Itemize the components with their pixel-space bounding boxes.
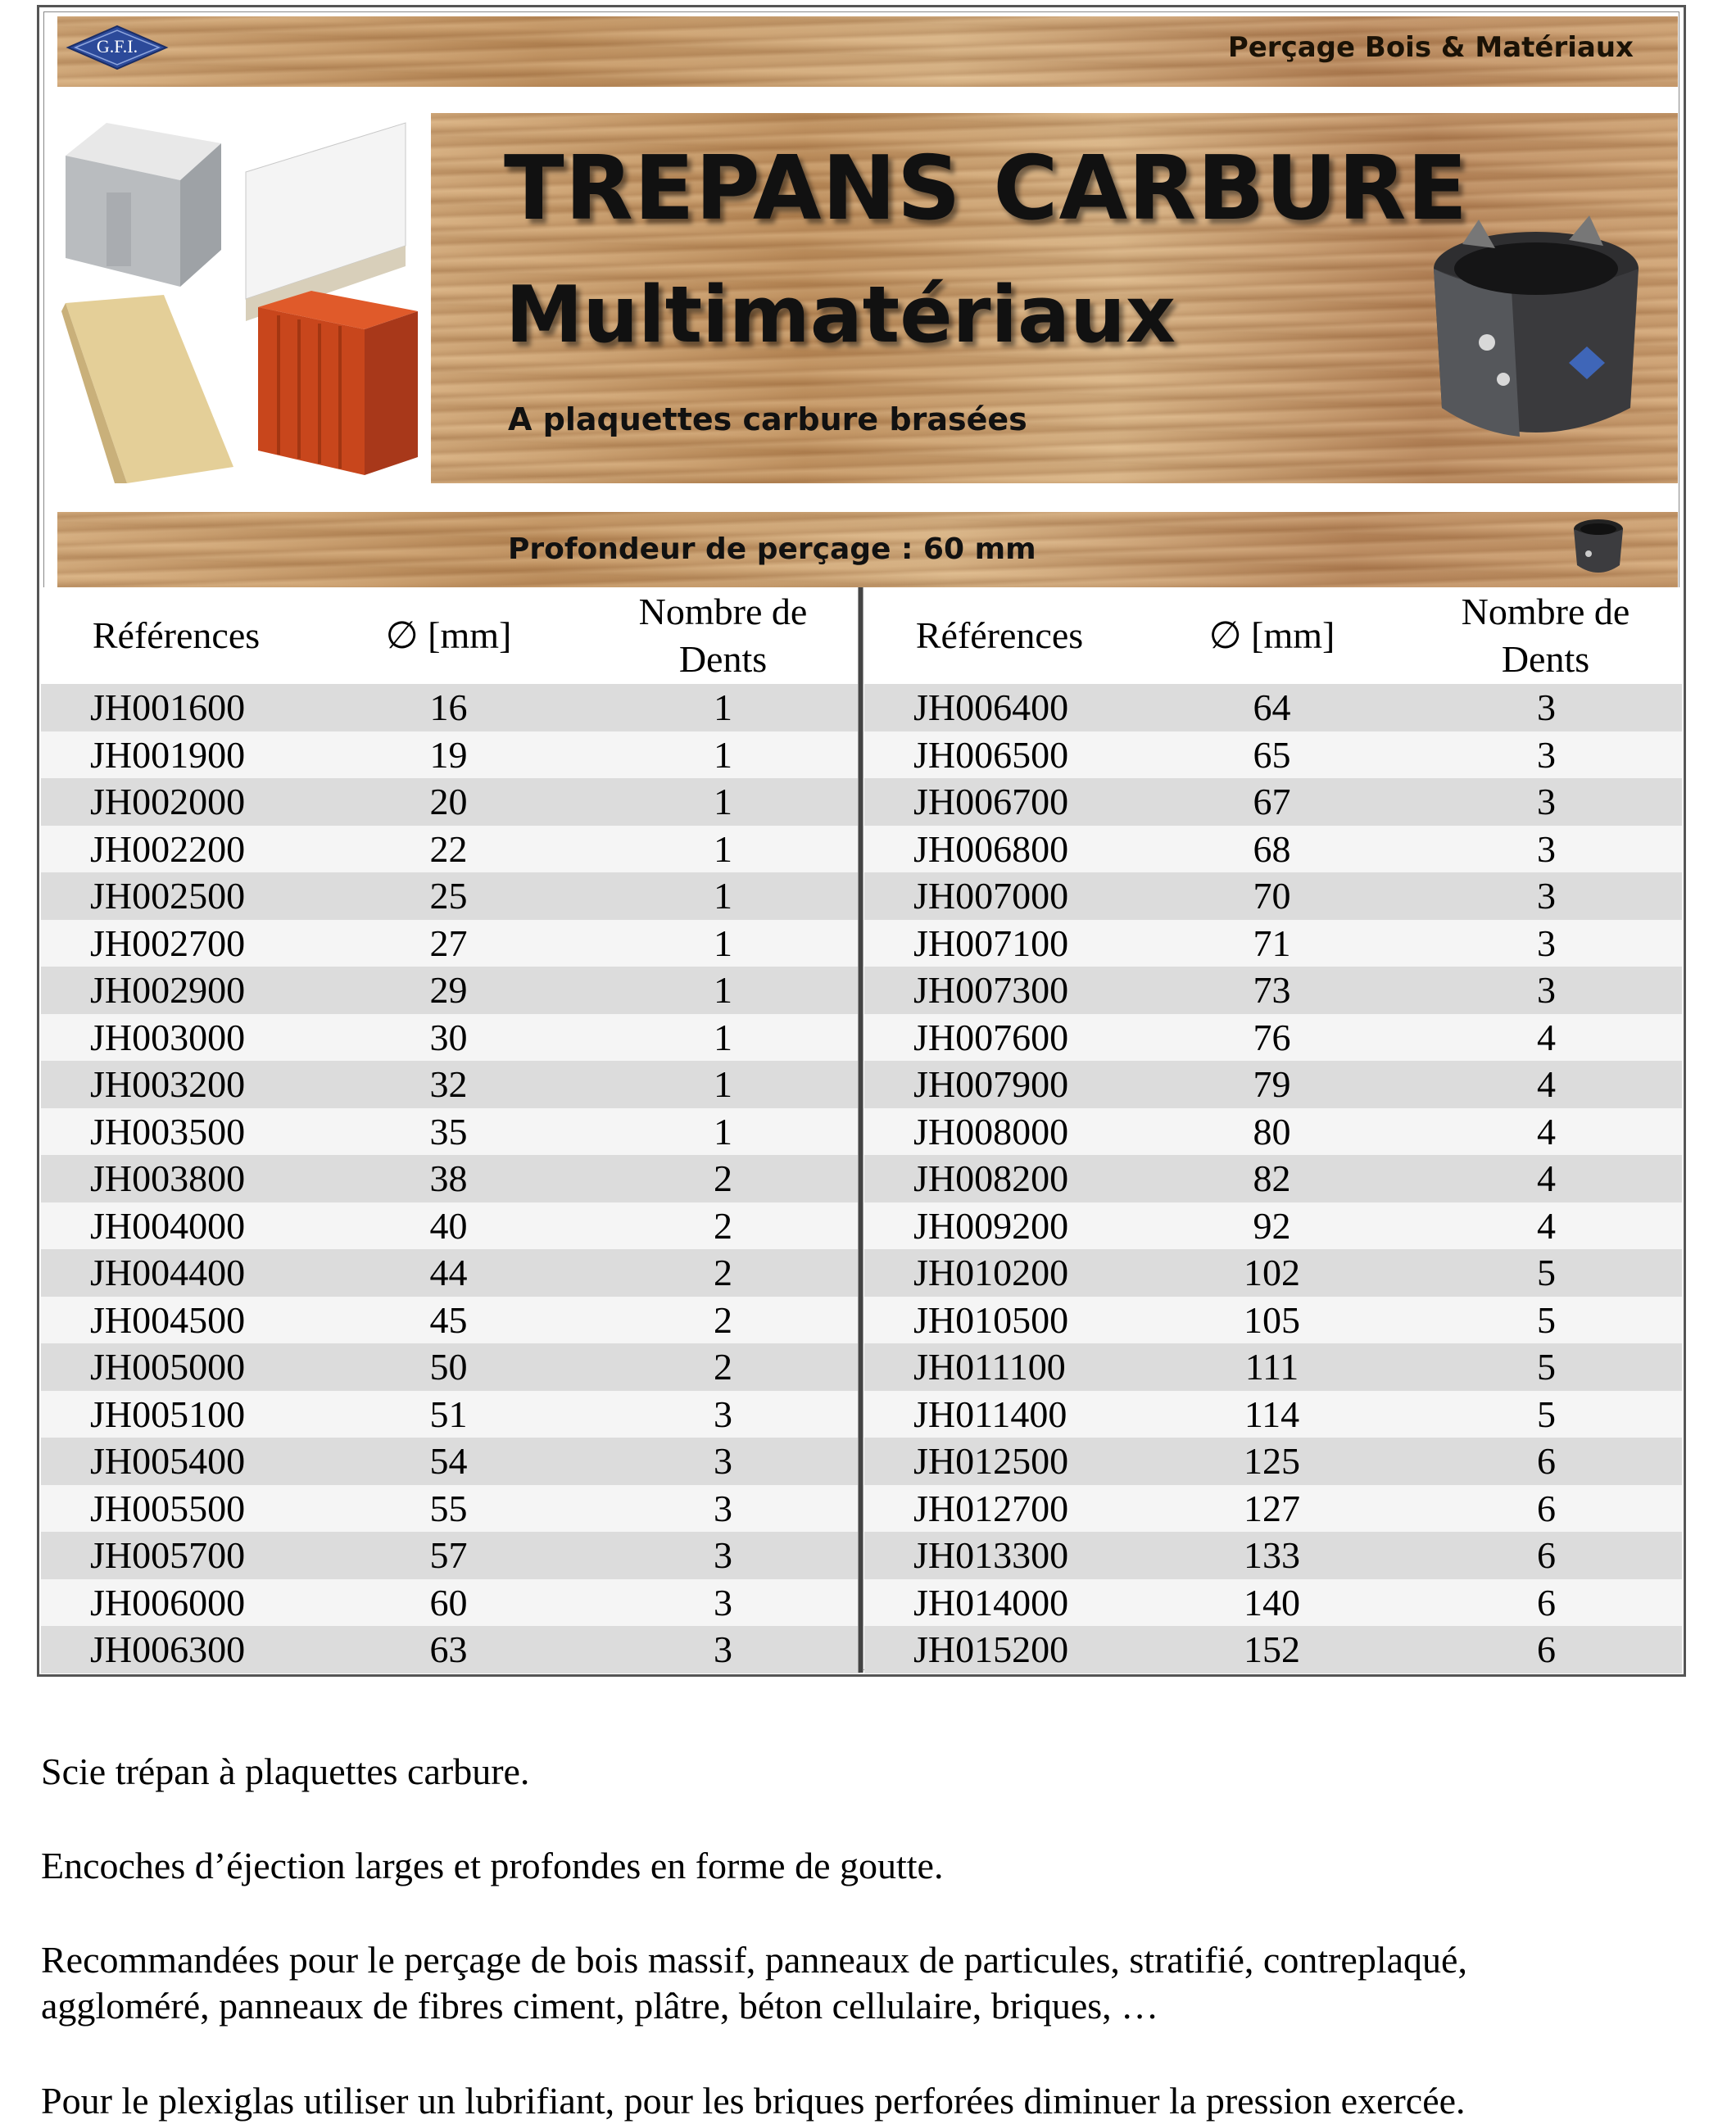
teeth-count-cell: 3 — [1537, 733, 1556, 776]
table-row — [41, 1532, 860, 1579]
table-row — [864, 967, 1682, 1014]
reference-cell: JH010500 — [913, 1298, 1069, 1341]
reference-cell: JH014000 — [913, 1581, 1069, 1624]
reference-cell: JH006000 — [90, 1581, 246, 1624]
reference-cell: JH005500 — [90, 1487, 246, 1529]
reference-cell: JH002700 — [90, 922, 246, 964]
reference-cell: JH005400 — [90, 1440, 246, 1482]
table-row — [864, 684, 1682, 731]
teeth-count-cell: 4 — [1537, 1157, 1556, 1199]
hero-tagline: A plaquettes carbure brasées — [508, 401, 1027, 437]
small-hole-saw-icon — [1569, 514, 1628, 582]
header-teeth-line2: Dents — [1501, 638, 1590, 680]
table-row — [864, 778, 1682, 826]
diameter-cell: 25 — [429, 875, 468, 917]
reference-cell: JH002500 — [90, 875, 246, 917]
column-divider — [858, 587, 863, 1673]
reference-cell: JH011400 — [913, 1393, 1067, 1435]
reference-cell: JH002000 — [90, 781, 246, 822]
header-teeth-line2: Dents — [678, 638, 768, 680]
teeth-count-cell: 5 — [1537, 1252, 1556, 1293]
reference-cell: JH010200 — [913, 1252, 1069, 1293]
diameter-cell: 111 — [1244, 1346, 1299, 1388]
table-row — [41, 1343, 860, 1391]
table-row — [41, 1014, 860, 1062]
table-row — [41, 1249, 860, 1297]
table-row — [864, 731, 1682, 779]
table-row — [864, 1249, 1682, 1297]
header-references: Références — [915, 614, 1084, 656]
header-teeth-line1: Nombre de — [638, 591, 808, 632]
teeth-count-cell: 1 — [714, 1063, 732, 1105]
teeth-count-cell: 2 — [714, 1204, 732, 1247]
teeth-count-cell: 3 — [714, 1628, 732, 1670]
table-row — [864, 1108, 1682, 1156]
reference-cell: JH004000 — [90, 1204, 246, 1247]
reference-cell: JH012500 — [913, 1440, 1069, 1482]
diameter-cell: 70 — [1253, 875, 1291, 917]
teeth-count-cell: 3 — [1537, 922, 1556, 964]
reference-cell: JH013300 — [913, 1534, 1069, 1576]
diameter-cell: 67 — [1253, 781, 1291, 822]
teeth-count-cell: 1 — [714, 1110, 732, 1153]
teeth-count-cell: 6 — [1537, 1487, 1556, 1529]
diameter-cell: 73 — [1253, 969, 1291, 1011]
reference-cell: JH002900 — [90, 969, 246, 1011]
diameter-cell: 64 — [1253, 686, 1291, 728]
table-body-left — [41, 684, 860, 1673]
table-row — [41, 1579, 860, 1627]
table-row — [41, 920, 860, 967]
logo-text: G.F.I. — [96, 36, 138, 57]
table-row — [41, 1626, 860, 1673]
diameter-cell: 27 — [429, 922, 468, 964]
description-paragraph-2: Encoches d’éjection larges et profondes en forme de goutte. — [41, 1845, 944, 1886]
diameter-cell: 63 — [429, 1628, 468, 1670]
table-header — [41, 587, 860, 684]
diameter-cell: 57 — [429, 1534, 468, 1576]
reference-table-right — [864, 587, 1682, 1673]
header-references: Références — [92, 614, 261, 656]
teeth-count-cell: 1 — [714, 969, 732, 1011]
diameter-cell: 152 — [1244, 1628, 1300, 1670]
diameter-cell: 125 — [1244, 1440, 1300, 1482]
table-row — [864, 1391, 1682, 1438]
reference-cell: JH006700 — [913, 781, 1069, 822]
diameter-cell: 105 — [1244, 1298, 1300, 1341]
diameter-cell: 76 — [1253, 1016, 1291, 1058]
table-row — [864, 1579, 1682, 1627]
description-paragraph-1: Scie trépan à plaquettes carbure. — [41, 1750, 530, 1792]
diameter-cell: 16 — [429, 686, 468, 728]
teeth-count-cell: 3 — [714, 1440, 732, 1482]
teeth-count-cell: 2 — [714, 1346, 732, 1388]
teeth-count-cell: 6 — [1537, 1581, 1556, 1624]
reference-cell: JH006300 — [90, 1628, 246, 1670]
reference-cell: JH012700 — [913, 1487, 1069, 1529]
table-row — [41, 684, 860, 731]
teeth-count-cell: 1 — [714, 1016, 732, 1058]
table-body-right — [864, 684, 1682, 1673]
diameter-cell: 45 — [429, 1298, 468, 1341]
teeth-count-cell: 3 — [1537, 875, 1556, 917]
diameter-cell: 35 — [429, 1110, 468, 1153]
table-row — [41, 1391, 860, 1438]
reference-cell: JH008000 — [913, 1110, 1069, 1153]
reference-cell: JH003200 — [90, 1063, 246, 1105]
teeth-count-cell: 5 — [1537, 1393, 1556, 1435]
reference-cell: JH007000 — [913, 875, 1069, 917]
reference-cell: JH003800 — [90, 1157, 246, 1199]
reference-cell: JH006800 — [913, 827, 1069, 870]
reference-cell: JH005700 — [90, 1534, 246, 1576]
header-diameter: ∅ [mm] — [385, 614, 512, 656]
table-header — [864, 587, 1682, 684]
table-row — [41, 826, 860, 873]
diameter-cell: 19 — [429, 733, 468, 776]
teeth-count-cell: 1 — [714, 733, 732, 776]
teeth-count-cell: 3 — [714, 1487, 732, 1529]
diameter-cell: 20 — [429, 781, 468, 822]
table-row — [864, 1297, 1682, 1344]
diameter-cell: 92 — [1253, 1204, 1291, 1247]
reference-cell: JH001900 — [90, 733, 246, 776]
table-row — [864, 1343, 1682, 1391]
teeth-count-cell: 4 — [1537, 1110, 1556, 1153]
diameter-cell: 140 — [1244, 1581, 1300, 1624]
diameter-cell: 29 — [429, 969, 468, 1011]
table-row — [864, 1485, 1682, 1533]
diameter-cell: 133 — [1244, 1534, 1300, 1576]
reference-cell: JH003000 — [90, 1016, 246, 1058]
table-row — [864, 920, 1682, 967]
teeth-count-cell: 2 — [714, 1157, 732, 1199]
description-paragraph-3a: Recommandées pour le perçage de bois massif, panneaux de particules, stratifié, contreplaqué, — [41, 1939, 1467, 1981]
section-title: Perçage Bois & Matériaux — [1227, 31, 1634, 64]
table-row — [41, 778, 860, 826]
table-row — [41, 1297, 860, 1344]
teeth-count-cell: 1 — [714, 875, 732, 917]
drilling-depth-label: Profondeur de perçage : 60 mm — [508, 532, 1036, 566]
teeth-count-cell: 3 — [714, 1581, 732, 1624]
reference-cell: JH001600 — [90, 686, 246, 728]
teeth-count-cell: 1 — [714, 922, 732, 964]
diameter-cell: 50 — [429, 1346, 468, 1388]
table-row — [41, 967, 860, 1014]
diameter-cell: 38 — [429, 1157, 468, 1199]
teeth-count-cell: 1 — [714, 781, 732, 822]
teeth-count-cell: 5 — [1537, 1346, 1556, 1388]
reference-cell: JH004500 — [90, 1298, 246, 1341]
reference-cell: JH009200 — [913, 1204, 1069, 1247]
teeth-count-cell: 6 — [1537, 1628, 1556, 1670]
diameter-cell: 32 — [429, 1063, 468, 1105]
teeth-count-cell: 5 — [1537, 1298, 1556, 1341]
diameter-cell: 71 — [1253, 922, 1291, 964]
diameter-cell: 22 — [429, 827, 468, 870]
teeth-count-cell: 6 — [1537, 1440, 1556, 1482]
diameter-cell: 51 — [429, 1393, 468, 1435]
reference-cell: JH003500 — [90, 1110, 246, 1153]
table-row — [41, 1061, 860, 1108]
teeth-count-cell: 3 — [1537, 827, 1556, 870]
reference-cell: JH007600 — [913, 1016, 1069, 1058]
table-row — [41, 731, 860, 779]
teeth-count-cell: 4 — [1537, 1063, 1556, 1105]
diameter-cell: 40 — [429, 1204, 468, 1247]
diameter-cell: 30 — [429, 1016, 468, 1058]
table-row — [41, 872, 860, 920]
diameter-cell: 55 — [429, 1487, 468, 1529]
diameter-cell: 127 — [1244, 1487, 1300, 1529]
reference-cell: JH006500 — [913, 733, 1069, 776]
table-row — [864, 1438, 1682, 1485]
hero-subtitle: Multimatériaux — [505, 270, 1176, 360]
teeth-count-cell: 4 — [1537, 1204, 1556, 1247]
materials-illustration — [57, 106, 426, 483]
teeth-count-cell: 6 — [1537, 1534, 1556, 1576]
reference-cell: JH007900 — [913, 1063, 1069, 1105]
header-teeth-count — [1409, 587, 1682, 684]
teeth-count-cell: 3 — [1537, 686, 1556, 728]
header-teeth-line1: Nombre de — [1461, 591, 1630, 632]
teeth-count-cell: 3 — [1537, 781, 1556, 822]
table-row — [864, 1202, 1682, 1250]
reference-cell: JH002200 — [90, 827, 246, 870]
table-row — [41, 1108, 860, 1156]
table-row — [864, 1532, 1682, 1579]
diameter-cell: 80 — [1253, 1110, 1291, 1153]
table-row — [864, 1626, 1682, 1673]
diameter-cell: 65 — [1253, 733, 1291, 776]
teeth-count-cell: 1 — [714, 827, 732, 870]
teeth-count-cell: 4 — [1537, 1016, 1556, 1058]
reference-cell: JH007300 — [913, 969, 1069, 1011]
header-teeth-count — [586, 587, 860, 684]
diameter-cell: 68 — [1253, 827, 1291, 870]
reference-table-left — [41, 587, 860, 1673]
hero-title: TREPANS CARBURE — [504, 138, 1469, 240]
description-paragraph-4: Pour le plexiglas utiliser un lubrifiant, pour les briques perforées diminuer la pression exercée. — [41, 2080, 1466, 2122]
reference-cell: JH011100 — [913, 1346, 1066, 1388]
table-row — [864, 1061, 1682, 1108]
table-row — [864, 1014, 1682, 1062]
table-row — [41, 1438, 860, 1485]
table-row — [864, 872, 1682, 920]
teeth-count-cell: 2 — [714, 1252, 732, 1293]
description-paragraph-3b: aggloméré, panneaux de fibres ciment, plâtre, béton cellulaire, briques, … — [41, 1985, 1159, 2027]
reference-cell: JH005100 — [90, 1393, 246, 1435]
diameter-cell: 114 — [1244, 1393, 1300, 1435]
reference-cell: JH004400 — [90, 1252, 246, 1293]
teeth-count-cell: 3 — [1537, 969, 1556, 1011]
diameter-cell: 79 — [1253, 1063, 1291, 1105]
diameter-cell: 102 — [1244, 1252, 1300, 1293]
materials-photos — [57, 106, 426, 483]
reference-cell: JH015200 — [913, 1628, 1069, 1670]
diameter-cell: 44 — [429, 1252, 468, 1293]
table-row — [41, 1485, 860, 1533]
table-row — [41, 1155, 860, 1202]
hole-saw-icon — [1413, 211, 1655, 457]
teeth-count-cell: 3 — [714, 1393, 732, 1435]
table-row — [864, 1155, 1682, 1202]
table-row — [864, 826, 1682, 873]
diameter-cell: 54 — [429, 1440, 468, 1482]
reference-cell: JH006400 — [913, 686, 1069, 728]
table-row — [41, 1202, 860, 1250]
reference-cell: JH005000 — [90, 1346, 246, 1388]
reference-cell: JH007100 — [913, 922, 1069, 964]
teeth-count-cell: 3 — [714, 1534, 732, 1576]
header-diameter: ∅ [mm] — [1208, 614, 1335, 656]
diameter-cell: 60 — [429, 1581, 468, 1624]
diameter-cell: 82 — [1253, 1157, 1291, 1199]
teeth-count-cell: 2 — [714, 1298, 732, 1341]
reference-cell: JH008200 — [913, 1157, 1069, 1199]
teeth-count-cell: 1 — [714, 686, 732, 728]
